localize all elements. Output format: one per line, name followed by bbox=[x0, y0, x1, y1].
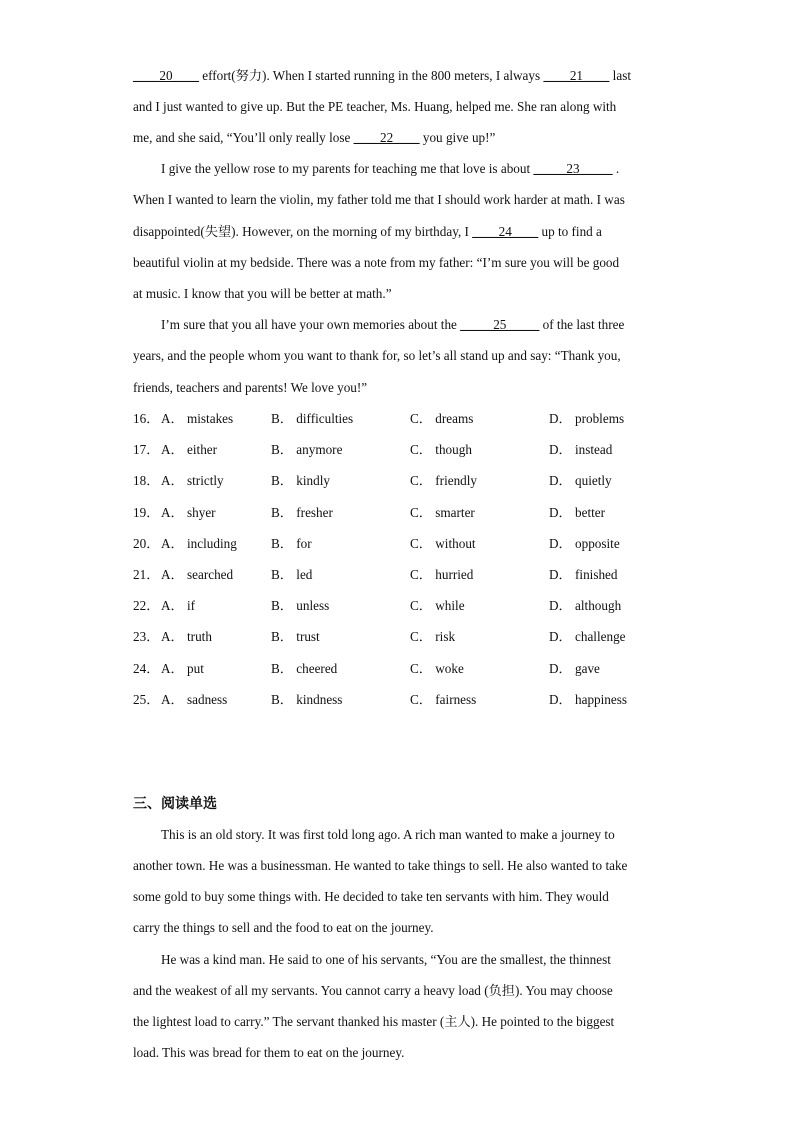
question-25 bbox=[133, 690, 663, 710]
option-c[interactable]: C． risk bbox=[410, 629, 456, 644]
question-number: 16． bbox=[133, 411, 160, 426]
option-a[interactable]: A． mistakes bbox=[161, 411, 234, 426]
text: last bbox=[609, 68, 631, 83]
option-d[interactable]: D． finished bbox=[549, 567, 618, 582]
question-16 bbox=[133, 409, 663, 429]
question-22 bbox=[133, 596, 663, 616]
question-21 bbox=[133, 565, 663, 585]
question-18 bbox=[133, 471, 663, 491]
cloze-line-10 bbox=[133, 346, 663, 366]
option-a[interactable]: A． sadness bbox=[161, 692, 228, 707]
question-19 bbox=[133, 503, 663, 523]
option-a[interactable]: A． searched bbox=[161, 567, 234, 582]
option-d[interactable]: D． better bbox=[549, 505, 606, 520]
option-d[interactable]: D． instead bbox=[549, 442, 613, 457]
reading-line-6: and the weakest of all my servants. You cannot carry a heavy load (负担). You may choose bbox=[133, 983, 613, 998]
reading-line-7: the lightest load to carry.” The servant thanked his master (主人). He pointed to the biggest bbox=[133, 1014, 615, 1029]
cloze-line-1 bbox=[133, 66, 663, 86]
question-number: 24． bbox=[133, 661, 160, 676]
blank-24: ____24____ bbox=[472, 224, 539, 239]
reading-line-3: some gold to buy some things with. He decided to take ten servants with him. They would bbox=[133, 889, 609, 904]
option-d[interactable]: D． challenge bbox=[549, 629, 626, 644]
question-number: 19． bbox=[133, 505, 160, 520]
question-number: 22． bbox=[133, 598, 160, 613]
cloze-line-2 bbox=[133, 97, 663, 117]
question-number: 25． bbox=[133, 692, 160, 707]
blank-22: ____22____ bbox=[353, 130, 420, 145]
option-c[interactable]: C． friendly bbox=[410, 473, 478, 488]
option-c[interactable]: C． fairness bbox=[410, 692, 477, 707]
option-c[interactable]: C． smarter bbox=[410, 505, 475, 520]
text: years, and the people whom you want to thank for, so let’s all stand up and say: “Thank you, bbox=[133, 348, 621, 363]
option-b[interactable]: B． cheered bbox=[271, 661, 338, 676]
text: beautiful violin at my bedside. There was a note from my father: “I’m sure you will be good bbox=[133, 255, 620, 270]
option-d[interactable]: D． happiness bbox=[549, 692, 628, 707]
option-a[interactable]: A． if bbox=[161, 598, 196, 613]
option-b[interactable]: B． led bbox=[271, 567, 313, 582]
cloze-line-11 bbox=[133, 378, 663, 398]
option-c[interactable]: C． without bbox=[410, 536, 476, 551]
option-d[interactable]: D． quietly bbox=[549, 473, 612, 488]
text: When I wanted to learn the violin, my father told me that I should work harder at math. I was bbox=[133, 192, 625, 207]
question-number: 21． bbox=[133, 567, 160, 582]
reading-line-8: load. This was bread for them to eat on the journey. bbox=[133, 1045, 405, 1060]
cloze-line-5 bbox=[133, 190, 663, 210]
question-23 bbox=[133, 627, 663, 647]
option-d[interactable]: D． gave bbox=[549, 661, 600, 676]
option-a[interactable]: A． including bbox=[161, 536, 237, 551]
section-heading: 三、阅读单选 bbox=[133, 796, 217, 812]
blank-25: _____25_____ bbox=[460, 317, 540, 332]
question-number: 18． bbox=[133, 473, 160, 488]
reading-line-1: This is an old story. It was first told long ago. A rich man wanted to make a journey to bbox=[161, 827, 615, 842]
question-20 bbox=[133, 534, 663, 554]
text: you give up!” bbox=[419, 130, 496, 145]
blank-20: ____20____ bbox=[133, 68, 199, 83]
option-b[interactable]: B． unless bbox=[271, 598, 330, 613]
option-a[interactable]: A． strictly bbox=[161, 473, 224, 488]
cloze-line-4 bbox=[161, 159, 663, 179]
reading-line-4: carry the things to sell and the food to eat on the journey. bbox=[133, 920, 434, 935]
text: me, and she said, “You’ll only really lose bbox=[133, 130, 354, 145]
option-b[interactable]: B． trust bbox=[271, 629, 320, 644]
cloze-line-9 bbox=[161, 315, 663, 335]
text: and I just wanted to give up. But the PE teacher, Ms. Huang, helped me. She ran along with bbox=[133, 99, 617, 114]
cloze-line-8 bbox=[133, 284, 663, 304]
text: friends, teachers and parents! We love you!” bbox=[133, 380, 368, 395]
option-b[interactable]: B． for bbox=[271, 536, 312, 551]
cloze-line-6 bbox=[133, 222, 663, 242]
option-a[interactable]: A． put bbox=[161, 661, 204, 676]
blank-23: _____23_____ bbox=[533, 161, 613, 176]
reading-line-2: another town. He was a businessman. He wanted to take things to sell. He also wanted to take bbox=[133, 858, 628, 873]
option-c[interactable]: C． dreams bbox=[410, 411, 474, 426]
option-d[interactable]: D． opposite bbox=[549, 536, 620, 551]
text: of the last three bbox=[539, 317, 625, 332]
option-c[interactable]: C． though bbox=[410, 442, 472, 457]
text: I give the yellow rose to my parents for teaching me that love is about bbox=[161, 161, 534, 176]
cloze-line-7 bbox=[133, 253, 663, 273]
question-17 bbox=[133, 440, 663, 460]
question-number: 20． bbox=[133, 536, 160, 551]
blank-21: ____21____ bbox=[543, 68, 610, 83]
text: disappointed(失望). However, on the morning of my birthday, I bbox=[133, 224, 473, 239]
option-d[interactable]: D． although bbox=[549, 598, 622, 613]
option-b[interactable]: B． kindness bbox=[271, 692, 343, 707]
option-b[interactable]: B． difficulties bbox=[271, 411, 354, 426]
option-b[interactable]: B． anymore bbox=[271, 442, 343, 457]
text: effort(努力). When I started running in the 800 meters, I always bbox=[198, 68, 544, 83]
option-d[interactable]: D． problems bbox=[549, 411, 625, 426]
reading-line-5: He was a kind man. He said to one of his servants, “You are the smallest, the thinnest bbox=[161, 952, 611, 967]
question-24 bbox=[133, 659, 663, 679]
option-a[interactable]: A． shyer bbox=[161, 505, 216, 520]
option-a[interactable]: A． truth bbox=[161, 629, 212, 644]
option-b[interactable]: B． fresher bbox=[271, 505, 333, 520]
question-number: 17． bbox=[133, 442, 160, 457]
text: . bbox=[612, 161, 620, 176]
text: I’m sure that you all have your own memories about the bbox=[161, 317, 461, 332]
cloze-line-3 bbox=[133, 128, 663, 148]
option-a[interactable]: A． either bbox=[161, 442, 218, 457]
text: up to find a bbox=[538, 224, 602, 239]
option-c[interactable]: C． woke bbox=[410, 661, 464, 676]
option-c[interactable]: C． while bbox=[410, 598, 465, 613]
option-c[interactable]: C． hurried bbox=[410, 567, 474, 582]
option-b[interactable]: B． kindly bbox=[271, 473, 330, 488]
text: at music. I know that you will be better at math.” bbox=[133, 286, 392, 301]
question-number: 23． bbox=[133, 629, 160, 644]
